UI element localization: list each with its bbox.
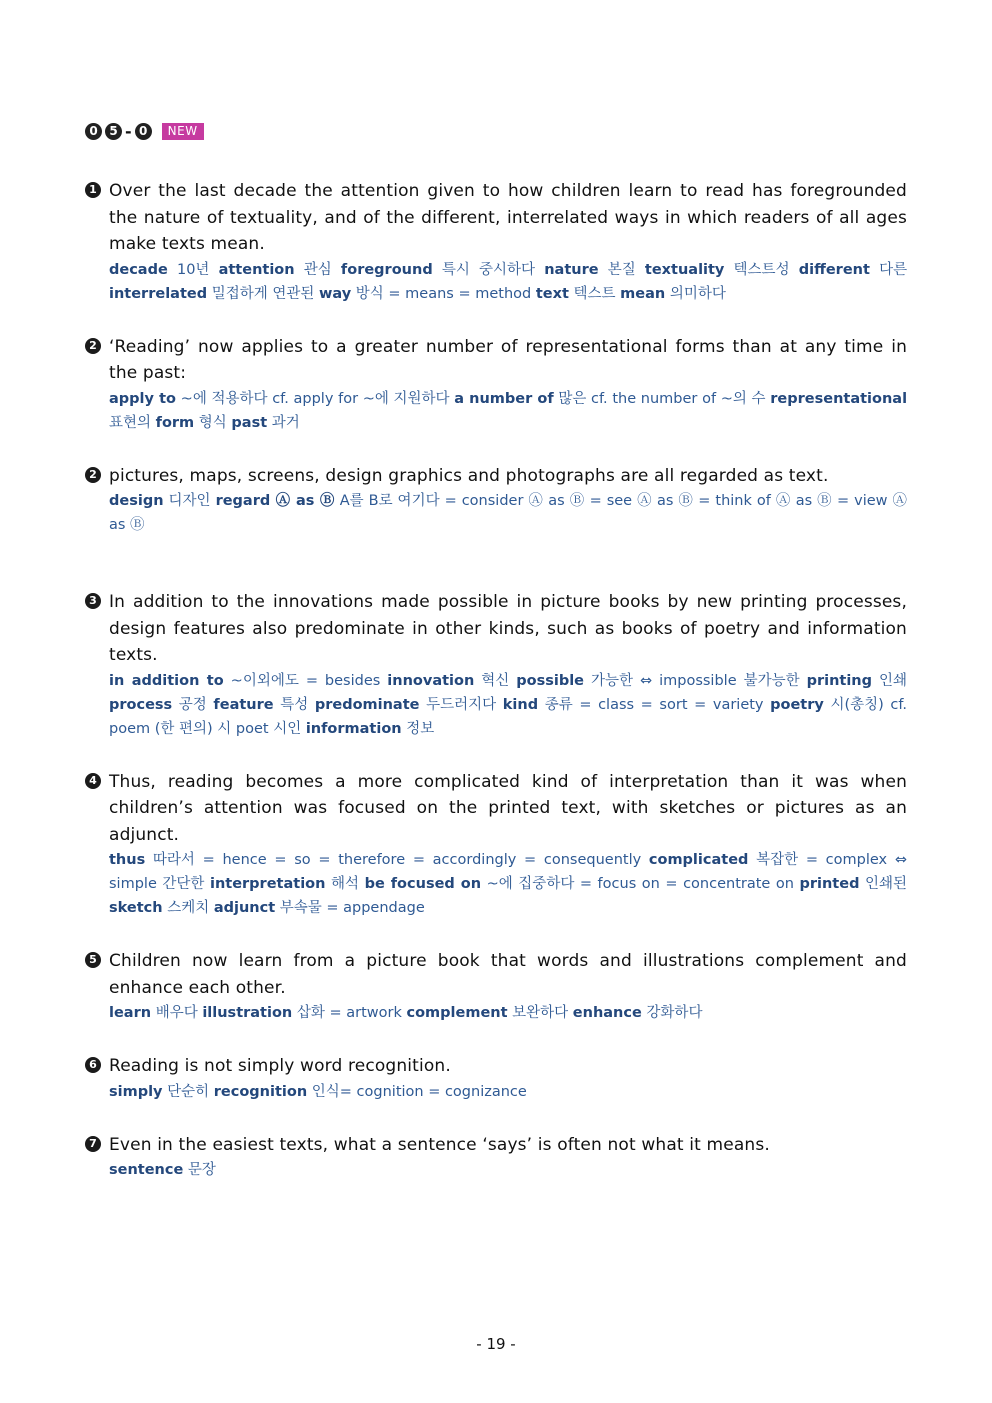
- sentence-item: [85, 1053, 907, 1104]
- sentence-number: 2: [85, 338, 101, 354]
- vocab-meaning: ~이외에도 = besides: [230, 672, 381, 689]
- vocab-term: design: [109, 493, 164, 509]
- vocab-term: attention: [218, 261, 295, 278]
- vocab-term: textuality: [644, 261, 725, 278]
- vocab-meaning: 인쇄된: [865, 876, 908, 892]
- sentence-item: [85, 948, 907, 1025]
- vocab-meaning: 특시 중시하다: [441, 261, 536, 278]
- sentence-list: [85, 178, 907, 1182]
- vocab-list: [109, 1080, 907, 1104]
- vocab-term: apply to: [109, 390, 176, 407]
- vocab-meaning: 혁신: [481, 672, 510, 689]
- vocab-meaning: ~에 집중하다 = focus on = concentrate on: [486, 876, 794, 892]
- vocab-meaning: 스케치: [167, 900, 210, 916]
- vocab-term: decade: [109, 261, 168, 278]
- vocab-meaning: ~에 적용하다 cf. apply for ~에 지원하다: [180, 390, 450, 407]
- vocab-meaning: 정보: [406, 720, 435, 737]
- sentence-item: [85, 769, 907, 921]
- vocab-term: thus: [109, 852, 146, 868]
- vocab-term: nature: [544, 261, 599, 278]
- vocab-term: mean: [620, 285, 666, 302]
- vocab-meaning: 표현의: [109, 414, 152, 431]
- vocab-list: [109, 489, 907, 537]
- sentence-item: [85, 463, 907, 538]
- vocab-term: foreground: [340, 261, 433, 278]
- code-digit-2: 5: [105, 123, 122, 140]
- vocab-term: sentence: [109, 1162, 184, 1178]
- vocab-term: learn: [109, 1005, 152, 1021]
- vocab-term: representational: [770, 390, 908, 407]
- vocab-term: interpretation: [209, 876, 326, 892]
- vocab-list: [109, 848, 907, 920]
- vocab-meaning: 특성: [280, 696, 309, 713]
- vocab-list: [109, 387, 907, 435]
- vocab-meaning: 관심: [303, 261, 332, 278]
- code-digit-3: 0: [135, 123, 152, 140]
- vocab-meaning: 텍스트성: [733, 261, 790, 278]
- vocab-term: process: [109, 696, 173, 713]
- vocab-term: past: [231, 414, 268, 431]
- vocab-meaning: 삽화 = artwork: [296, 1005, 402, 1021]
- vocab-term: recognition: [213, 1083, 308, 1100]
- vocab-meaning: 두드러지다: [426, 696, 497, 713]
- vocab-term: printed: [799, 876, 860, 892]
- vocab-term: predominate: [314, 696, 420, 713]
- vocab-meaning: 텍스트: [573, 285, 616, 302]
- sentence-number: 6: [85, 1057, 101, 1073]
- sentence-text: In addition to the innovations made possible in picture books by new printing processes, design features also predominate in other kinds, such as books of poetry and information texts.: [109, 592, 907, 665]
- page-number: - 19 -: [476, 1335, 516, 1353]
- vocab-meaning: 본질: [607, 261, 636, 278]
- sentence-item: [85, 334, 907, 435]
- new-badge: NEW: [162, 123, 204, 140]
- sentence-number: 1: [85, 182, 101, 198]
- vocab-meaning: 10년: [176, 261, 210, 278]
- vocab-meaning: 종류 = class = sort = variety: [544, 696, 764, 713]
- sentence-text: Thus, reading becomes a more complicated kind of interpretation than it was when children’s attention was focused on the printed text, with sketches or pictures as an adjunct.: [109, 771, 907, 845]
- vocab-meaning: 해석: [331, 876, 360, 892]
- vocab-meaning: 과거: [271, 414, 300, 431]
- vocab-list: [109, 258, 907, 306]
- vocab-meaning: 가능한 ⇔ impossible 불가능한: [590, 672, 800, 689]
- vocab-term: adjunct: [213, 900, 276, 916]
- vocab-list: [109, 1158, 907, 1182]
- vocab-meaning: 밀접하게 연관된: [211, 285, 315, 302]
- vocab-term: be focused on: [364, 876, 482, 892]
- vocab-term: a number of: [454, 390, 554, 407]
- sentence-text: ‘Reading’ now applies to a greater number of representational forms than at any time in the past:: [109, 336, 907, 383]
- vocab-term: enhance: [572, 1005, 642, 1021]
- vocab-meaning: 문장: [187, 1162, 216, 1178]
- sentence-text: Children now learn from a picture book that words and illustrations complement and enhance each other.: [109, 951, 907, 998]
- vocab-meaning: 방식 = means = method: [355, 285, 532, 302]
- vocab-term: information: [305, 720, 402, 737]
- vocab-term: possible: [516, 672, 585, 689]
- vocab-meaning: 인식= cognition = cognizance: [311, 1083, 527, 1100]
- item-code-header: [85, 121, 204, 141]
- vocab-term: kind: [502, 696, 539, 713]
- vocab-meaning: 디자인: [168, 493, 211, 509]
- sentence-text: pictures, maps, screens, design graphics and photographs are all regarded as text.: [109, 465, 829, 486]
- code-digit-1: 0: [85, 123, 102, 140]
- vocab-meaning: 강화하다: [646, 1005, 703, 1021]
- vocab-term: interrelated: [109, 285, 208, 302]
- sentence-number: 2: [85, 467, 101, 483]
- vocab-term: poetry: [770, 696, 824, 713]
- vocab-meaning: 시(총칭) cf. poem (한 편의) 시 poet 시인: [109, 696, 908, 737]
- vocab-term: way: [319, 285, 352, 302]
- sentence-number: 4: [85, 773, 101, 789]
- vocab-term: regard Ⓐ as Ⓑ: [215, 493, 335, 509]
- vocab-meaning: 단순히: [167, 1083, 210, 1100]
- vocab-term: innovation: [387, 672, 475, 689]
- vocab-term: illustration: [202, 1005, 293, 1021]
- vocab-meaning: 부속물 = appendage: [279, 900, 425, 916]
- vocab-meaning: 배우다: [155, 1005, 198, 1021]
- vocab-meaning: 복잡한 = complex ⇔ simple 간단한: [109, 852, 907, 892]
- vocab-term: form: [155, 414, 195, 431]
- vocab-term: simply: [109, 1083, 163, 1100]
- code-separator: -: [125, 121, 132, 141]
- vocab-term: feature: [213, 696, 274, 713]
- vocab-meaning: 인쇄: [878, 672, 907, 689]
- vocab-term: text: [535, 285, 569, 302]
- vocab-term: in addition to: [109, 672, 224, 689]
- vocab-list: [109, 669, 907, 741]
- vocab-term: different: [798, 261, 870, 278]
- vocab-meaning: 다른: [879, 261, 908, 278]
- vocab-meaning: A를 B로 여기다 = consider Ⓐ as Ⓑ = see Ⓐ as Ⓑ = think of Ⓐ as Ⓑ = view Ⓐ as Ⓑ: [109, 493, 908, 533]
- sentence-number: 3: [85, 593, 101, 609]
- sentence-item: [85, 1132, 907, 1183]
- vocab-term: complicated: [648, 852, 749, 868]
- vocab-list: [109, 1001, 907, 1025]
- vocab-term: printing: [806, 672, 873, 689]
- sentence-item: [85, 589, 907, 741]
- vocab-meaning: 형식: [198, 414, 227, 431]
- sentence-text: Even in the easiest texts, what a sentence ‘says’ is often not what it means.: [109, 1134, 770, 1155]
- vocab-meaning: 의미하다: [669, 285, 726, 302]
- sentence-number: 5: [85, 952, 101, 968]
- sentence-number: 7: [85, 1136, 101, 1152]
- vocab-meaning: 많은 cf. the number of ~의 수: [558, 390, 766, 407]
- sentence-text: Over the last decade the attention given to how children learn to read has foregrounded the nature of textuality, and of the different, interrelated ways in which readers of all ages make texts mean.: [109, 181, 907, 254]
- vocab-term: sketch: [109, 900, 163, 916]
- sentence-item: [85, 178, 907, 306]
- vocab-meaning: 보완하다: [512, 1005, 569, 1021]
- vocab-meaning: 공정: [178, 696, 207, 713]
- sentence-text: Reading is not simply word recognition.: [109, 1056, 451, 1076]
- vocab-term: complement: [406, 1005, 508, 1021]
- vocab-meaning: 따라서 = hence = so = therefore = accordingly = consequently: [152, 852, 642, 868]
